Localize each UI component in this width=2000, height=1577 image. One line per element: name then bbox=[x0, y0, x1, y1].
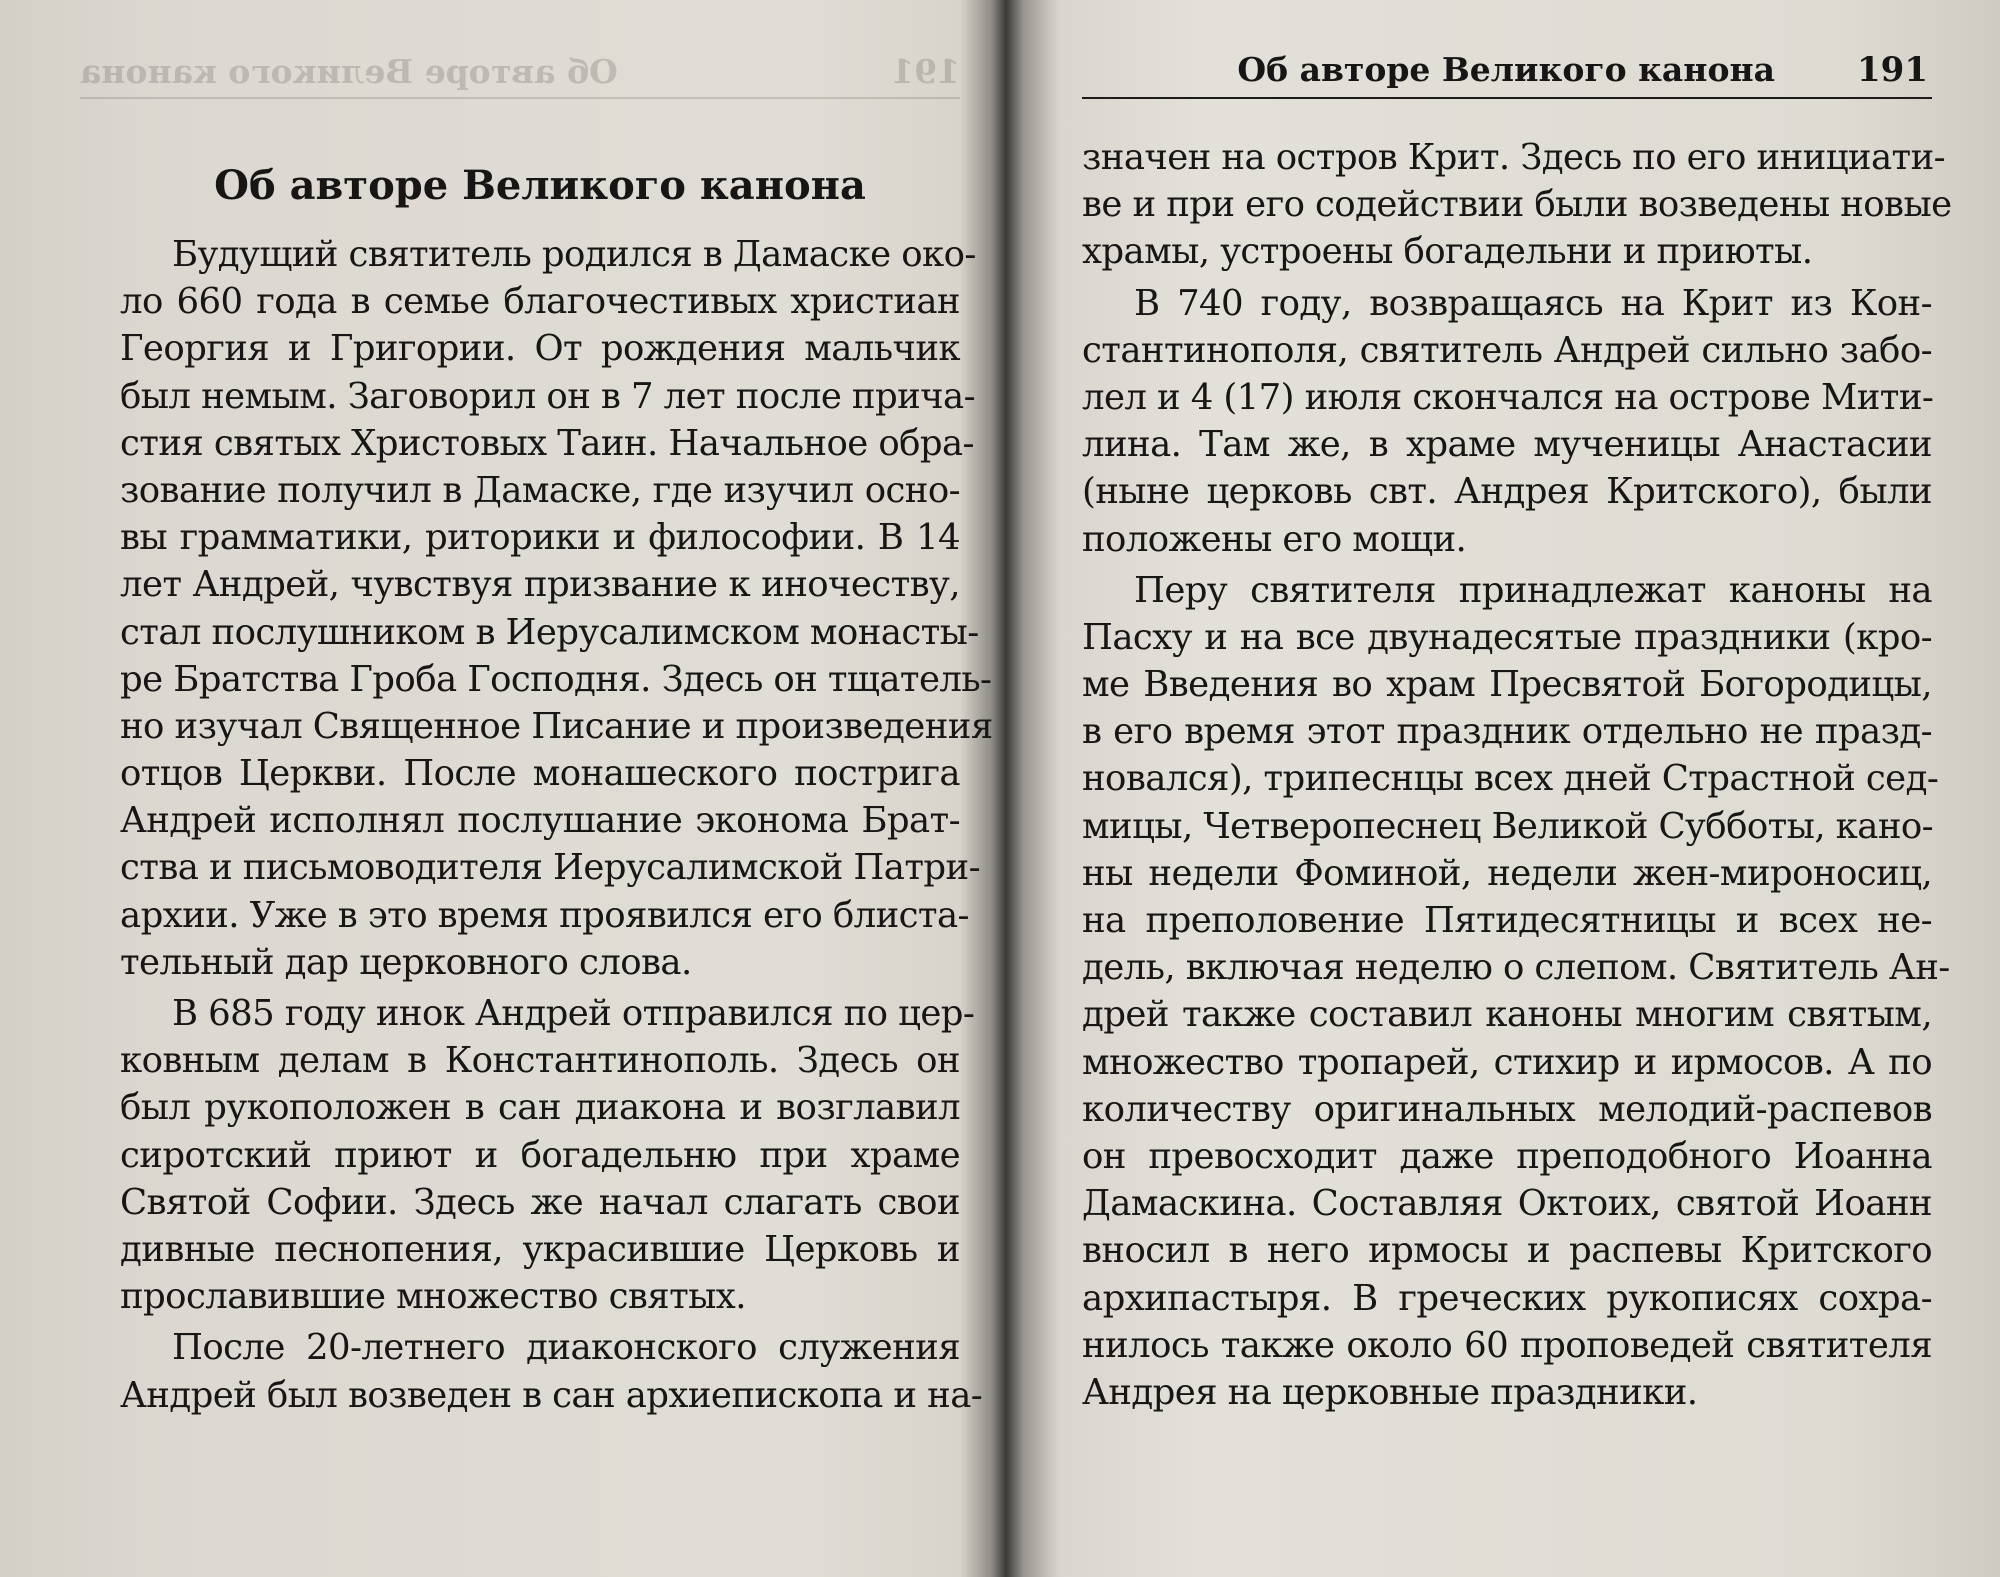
text-line: архипастыря. В греческих рукописях сохра- bbox=[1082, 1277, 1932, 1319]
text-line: дивные песнопения, украсившие Церковь и bbox=[120, 1228, 960, 1270]
text-line: После 20-летнего диаконского служения bbox=[172, 1327, 960, 1369]
text-line: вы грамматики, риторики и философии. В 14 bbox=[120, 517, 960, 559]
text-line: лет Андрей, чувствуя призвание к иночеству, bbox=[120, 564, 960, 606]
text-line: Георгия и Григории. От рождения мальчик bbox=[120, 328, 960, 370]
text-line: Пасху и на все двунадесятые праздники (кро- bbox=[1082, 616, 1932, 658]
text-line: значен на остров Крит. Здесь по его инициати- bbox=[1082, 137, 1946, 178]
text-line: был рукоположен в сан диакона и возглавил bbox=[120, 1087, 960, 1129]
left-page bbox=[120, 0, 993, 1577]
text-line: прославившие множество святых. bbox=[120, 1276, 746, 1318]
text-line: Будущий святитель родился в Дамаске око- bbox=[172, 234, 976, 275]
text-line: зование получил в Дамаске, где изучил осно- bbox=[120, 469, 960, 511]
text-line: тельный дар церковного слова. bbox=[120, 941, 692, 983]
text-line: (ныне церковь свт. Андрея Критского), были bbox=[1082, 471, 1932, 513]
text-line: он превосходит даже преподобного Иоанна bbox=[1082, 1135, 1932, 1177]
text-line: был немым. Заговорил он в 7 лет после прича- bbox=[120, 375, 975, 417]
running-head bbox=[1082, 50, 1932, 99]
text-line: новался), трипеснцы всех дней Страстной сед- bbox=[1082, 758, 1939, 800]
text-line: лина. Там же, в храме мученицы Анастасии bbox=[1082, 424, 1932, 466]
text-line: ны недели Фоминой, недели жен-мироносиц, bbox=[1082, 852, 1932, 894]
text-line: Андрея на церковные праздники. bbox=[1082, 1371, 1698, 1413]
text-line: количеству оригинальных мелодий-распевов bbox=[1082, 1088, 1932, 1130]
bleed-through-head-number: 191 bbox=[891, 52, 960, 91]
text-line: Перу святителя принадлежат каноны на bbox=[1134, 569, 1932, 611]
left-page-text bbox=[120, 231, 993, 1419]
text-line: множество тропарей, стихир и ирмосов. А по bbox=[1082, 1041, 1932, 1083]
text-line: ме Введения во храм Пресвятой Богородицы, bbox=[1082, 664, 1932, 706]
page-number: 191 bbox=[1857, 50, 1928, 90]
text-line: ковным делам в Константинополь. Здесь он bbox=[120, 1040, 960, 1082]
right-page-text bbox=[1082, 134, 1952, 1416]
text-line: В 740 году, возвращаясь на Крит из Кон- bbox=[1134, 282, 1932, 324]
text-line: храмы, устроены богадельни и приюты. bbox=[1082, 231, 1813, 273]
text-line: ве и при его содействии были возведены новые bbox=[1082, 184, 1952, 226]
text-line: сиротский приют и богадельню при храме bbox=[120, 1134, 960, 1176]
text-line: ло 660 года в семье благочестивых христиан bbox=[120, 281, 960, 323]
text-line: Андрей исполнял послушание эконома Брат- bbox=[120, 800, 960, 842]
bleed-through-head-title: Об авторе Великого канона bbox=[80, 52, 618, 91]
text-line: на преполовение Пятидесятницы и всех не- bbox=[1082, 900, 1932, 941]
text-line: ства и письмоводителя Иерусалимской Патри- bbox=[120, 847, 980, 889]
text-line: стантинополя, святитель Андрей сильно забо- bbox=[1082, 329, 1932, 371]
text-line: Святой Софии. Здесь же начал слагать свои bbox=[120, 1181, 960, 1223]
text-line: архии. Уже в это время проявился его блиста- bbox=[120, 894, 969, 936]
chapter-title: Об авторе Великого канона bbox=[214, 162, 866, 209]
right-page bbox=[1082, 0, 1952, 1577]
text-line: стия святых Христовых Таин. Начальное обра- bbox=[120, 422, 974, 464]
text-line: вносил в него ирмосы и распевы Критского bbox=[1082, 1230, 1932, 1272]
text-line: нилось также около 60 проповедей святителя bbox=[1082, 1324, 1932, 1366]
text-line: положены его мощи. bbox=[1082, 518, 1467, 560]
text-line: отцов Церкви. После монашеского пострига bbox=[120, 753, 960, 795]
text-line: мицы, Четверопеснец Великой Субботы, кано- bbox=[1082, 805, 1934, 847]
text-line: дель, включая неделю о слепом. Святитель Ан- bbox=[1082, 947, 1950, 989]
text-line: в его время этот праздник отдельно не празд- bbox=[1082, 711, 1932, 753]
text-line: ре Братства Гроба Господня. Здесь он тщатель- bbox=[120, 658, 992, 700]
text-line: Андрей был возведен в сан архиепископа и на- bbox=[120, 1374, 983, 1416]
text-line: но изучал Священное Писание и произведения bbox=[120, 705, 993, 747]
text-line: стал послушником в Иерусалимском монасты- bbox=[120, 611, 979, 653]
text-line: В 685 году инок Андрей отправился по цер- bbox=[172, 993, 975, 1034]
text-line: дрей также составил каноны многим святым, bbox=[1082, 994, 1932, 1036]
running-head-title: Об авторе Великого канона bbox=[1237, 50, 1776, 89]
text-line: Дамаскина. Составляя Октоих, святой Иоанн bbox=[1082, 1183, 1932, 1225]
text-line: лел и 4 (17) июля скончался на острове Мити- bbox=[1082, 376, 1934, 418]
